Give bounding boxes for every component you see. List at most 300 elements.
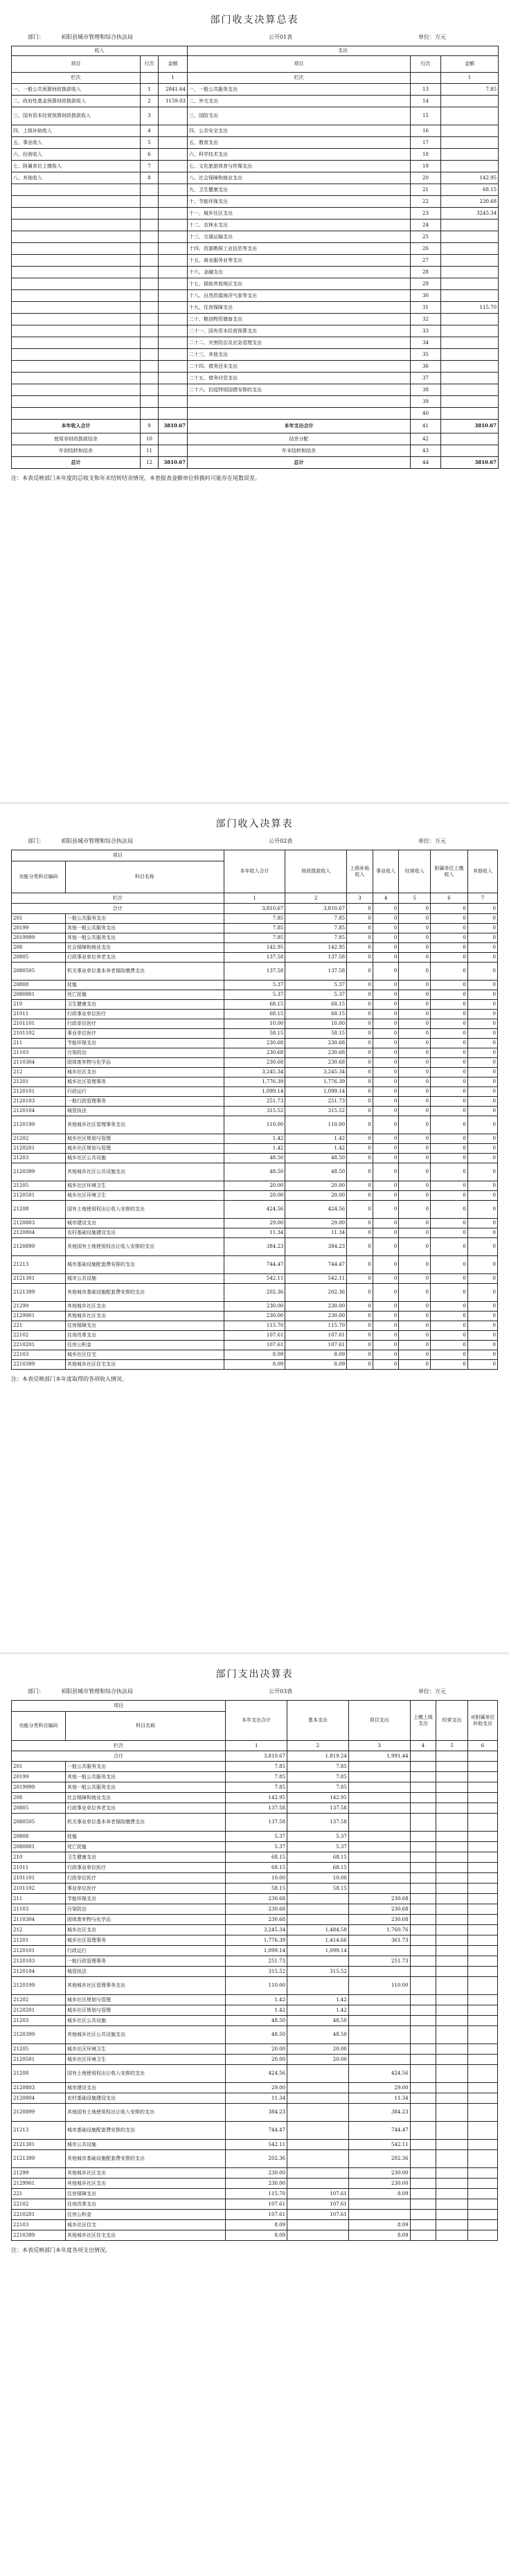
code-cell: 2120103 — [12, 1097, 66, 1107]
project-cell: 8.09 — [348, 2230, 410, 2241]
zero-cell: 0 — [347, 1256, 373, 1274]
zero-cell: 0 — [467, 1360, 497, 1370]
empty-cell — [467, 1967, 497, 1977]
code-cell: 212 — [12, 1068, 66, 1077]
basic-cell — [287, 2168, 349, 2179]
table-row — [12, 278, 499, 290]
table-row — [12, 1782, 498, 1793]
name-cell: 污染防治 — [66, 1048, 224, 1058]
total-cell: 3,245.34 — [226, 1925, 287, 1935]
zero-cell: 0 — [399, 1068, 431, 1077]
expense-line-cell: 28 — [411, 267, 441, 278]
sum-cell: 3,810.67 — [285, 904, 347, 914]
zero-cell: 0 — [431, 1000, 468, 1010]
table-row — [12, 1967, 498, 1977]
name-cell: 事业单位医疗 — [66, 1029, 224, 1039]
zero-cell: 0 — [399, 933, 431, 943]
zero-cell: 0 — [373, 981, 399, 990]
basic-cell — [287, 2104, 349, 2122]
expense-amount-cell — [441, 125, 499, 137]
zero-cell: 0 — [467, 1228, 497, 1238]
income-amount-total-cell — [159, 433, 188, 445]
basic-cell — [287, 2150, 349, 2168]
project-cell: 230.68 — [348, 1894, 410, 1904]
table-row — [12, 408, 499, 420]
expense-line-cell: 31 — [411, 302, 441, 314]
zero-cell: 0 — [373, 1312, 399, 1321]
name-cell: 社会保障和就业支出 — [66, 1793, 226, 1803]
table-row — [12, 1873, 498, 1884]
zero-cell: 0 — [399, 1163, 431, 1181]
code-cell: 2120201 — [12, 2005, 66, 2016]
total-cell: 20.00 — [226, 2044, 287, 2055]
table-row — [12, 1977, 498, 1995]
total-cell: 7.85 — [224, 924, 285, 933]
table-row — [12, 1904, 498, 1915]
code-cell: 21011 — [12, 1863, 66, 1873]
empty-cell — [467, 2140, 497, 2150]
code-cell: 21213 — [12, 2122, 66, 2140]
zero-cell: 0 — [467, 1154, 497, 1163]
empty-cell — [436, 2210, 468, 2220]
expense-line-cell: 33 — [411, 325, 441, 337]
name-cell: 农村基础设施建设支出 — [66, 1228, 224, 1238]
zero-cell: 0 — [467, 1274, 497, 1284]
table-row — [12, 396, 499, 408]
expense-item-cell: 十九、住房保障支出 — [188, 302, 411, 314]
expense-item-cell: 一、一般公共服务支出 — [188, 84, 411, 96]
zero-cell: 0 — [467, 990, 497, 1000]
total-cell: 48.50 — [224, 1154, 285, 1163]
zero-cell: 0 — [347, 943, 373, 953]
name-cell: 城乡社区住宅 — [66, 1350, 224, 1360]
empty-cell — [410, 1842, 436, 1852]
name-cell: 其他国有土地使用权出让收入安排的支出 — [66, 2104, 226, 2122]
table-row — [12, 1803, 498, 1814]
basic-cell — [287, 2140, 349, 2150]
code-cell: 2110304 — [12, 1058, 66, 1068]
project-cell: 11.34 — [348, 2093, 410, 2104]
total-cell: 230.68 — [226, 1915, 287, 1925]
income-amount-cell — [159, 220, 188, 231]
zero-cell: 0 — [347, 1029, 373, 1039]
total-cell: 68.15 — [226, 1863, 287, 1873]
basic-cell: 7.85 — [287, 1762, 349, 1772]
income-line-cell — [141, 349, 159, 361]
table-row — [12, 1181, 498, 1191]
expense-amount-cell — [441, 396, 499, 408]
income-line-cell — [141, 361, 159, 373]
basic-cell — [287, 2179, 349, 2189]
code-cell: 2121301 — [12, 2140, 66, 2150]
zero-cell: 0 — [467, 1181, 497, 1191]
expense-line-cell: 32 — [411, 314, 441, 325]
project-cell: 744.47 — [348, 2122, 410, 2140]
table-row — [12, 1048, 498, 1058]
zero-cell: 0 — [431, 981, 468, 990]
table-row — [12, 953, 498, 963]
table-row — [12, 314, 499, 325]
zero-cell: 0 — [431, 953, 468, 963]
expense-line-cell: 19 — [411, 161, 441, 172]
zero-cell: 0 — [399, 1077, 431, 1087]
name-cell: 城市基础设施配套费安排的支出 — [66, 1256, 224, 1274]
sum-cell: 3,810.67 — [226, 1751, 287, 1762]
code-cell: 21201 — [12, 1077, 66, 1087]
fiscal-cell: 3,245.34 — [285, 1068, 347, 1077]
name-cell: 固体废弃物与化学品 — [66, 1915, 226, 1925]
zero-cell: 0 — [373, 963, 399, 981]
income-item-total-cell: 年初结转和结余 — [12, 445, 141, 457]
project-cell — [348, 1772, 410, 1782]
total-cell: 29.00 — [224, 1219, 285, 1228]
zero-cell: 0 — [431, 1019, 468, 1029]
fiscal-cell: 230.68 — [285, 1048, 347, 1058]
empty-cell — [436, 2179, 468, 2189]
empty-cell — [436, 2189, 468, 2199]
zero-cell: 0 — [347, 1331, 373, 1341]
name-cell: 其他城市基础设施配套费安排的支出 — [66, 1284, 224, 1302]
empty-cell — [467, 1814, 497, 1832]
summary-note: 注：本表反映部门本年度的总收支和年末结转结余情况。本套报表金额单位转换时可能存在尾数误差。 — [11, 475, 260, 481]
empty-cell — [410, 1772, 436, 1782]
zero-cell: 0 — [431, 1048, 468, 1058]
empty-cell — [410, 1904, 436, 1915]
total-cell: 3,245.34 — [224, 1068, 285, 1077]
expense-item-cell: 十八、自然资源海洋气象等支出 — [188, 290, 411, 302]
income-item-cell — [12, 231, 141, 243]
income-line-cell — [141, 208, 159, 220]
zero-cell: 0 — [373, 1048, 399, 1058]
name-cell: 城乡社区规划与管理 — [66, 1144, 224, 1154]
total-cell: 1.42 — [226, 1995, 287, 2005]
empty-cell — [467, 2104, 497, 2122]
zero-cell: 0 — [431, 1312, 468, 1321]
fiscal-cell: 137.58 — [285, 963, 347, 981]
total-cell: 29.00 — [226, 2083, 287, 2093]
table-row — [12, 1010, 498, 1019]
table-row — [12, 184, 499, 196]
summary-page — [0, 0, 509, 802]
income-item-cell — [12, 325, 141, 337]
total-cell: 110.00 — [226, 1977, 287, 1995]
zero-cell: 0 — [467, 1163, 497, 1181]
zero-cell: 0 — [347, 1360, 373, 1370]
income-amount-cell — [159, 314, 188, 325]
name-cell: 固体废弃物与化学品 — [66, 1058, 224, 1068]
name-cell: 事业单位医疗 — [66, 1884, 226, 1894]
name-cell: 其他一般公共服务支出 — [66, 933, 224, 943]
empty-cell — [467, 2230, 497, 2241]
expense-amount-cell — [441, 107, 499, 125]
sum-cell: 0 — [347, 904, 373, 914]
zero-cell: 0 — [399, 1116, 431, 1134]
name-cell: 行政运行 — [66, 1946, 226, 1956]
zero-cell: 0 — [347, 1154, 373, 1163]
code-cell: 2120199 — [12, 1116, 66, 1134]
zero-cell: 0 — [467, 1238, 497, 1256]
empty-cell — [467, 2199, 497, 2210]
zero-cell: 0 — [373, 1284, 399, 1302]
zero-cell: 0 — [373, 953, 399, 963]
income-line-cell — [141, 231, 159, 243]
zero-cell: 0 — [431, 1284, 468, 1302]
name-cell: 一般公共服务支出 — [66, 1762, 226, 1772]
zero-cell: 0 — [467, 1284, 497, 1302]
zero-cell: 0 — [431, 1087, 468, 1097]
zero-cell: 0 — [431, 1350, 468, 1360]
code-cell: 212 — [12, 1925, 66, 1935]
income-amount-cell — [159, 278, 188, 290]
name-cell: 行政事业单位养老支出 — [66, 1803, 226, 1814]
expense-item-cell: 二十六、抗疫特别国债安排的支出 — [188, 384, 411, 396]
total-cell: 230.00 — [226, 2168, 287, 2179]
name-cell: 卫生健康支出 — [66, 1852, 226, 1863]
total-cell: 11.34 — [224, 1228, 285, 1238]
sum-cell — [467, 1751, 497, 1762]
zero-cell: 0 — [373, 1039, 399, 1048]
fiscal-cell: 230.68 — [285, 1039, 347, 1048]
zero-cell: 0 — [467, 1058, 497, 1068]
table-row — [12, 2220, 498, 2230]
zero-cell: 0 — [399, 1144, 431, 1154]
table-row — [12, 208, 499, 220]
code-cell: 2210201 — [12, 2210, 66, 2220]
income-item-cell: 二、政府性基金预算财政拨款收入 — [12, 96, 141, 107]
income-line-cell — [141, 184, 159, 196]
code-cell: 2101102 — [12, 1884, 66, 1894]
name-cell: 城乡社区规划与管理 — [66, 1134, 224, 1144]
fiscal-cell: 384.23 — [285, 1238, 347, 1256]
summary-table — [11, 46, 499, 469]
income-item-cell: 三、国有资本经营预算财政拨款收入 — [12, 107, 141, 125]
empty-cell — [410, 1935, 436, 1946]
name-cell: 城乡社区公共设施 — [66, 2016, 226, 2026]
zero-cell: 0 — [399, 1238, 431, 1256]
col-number: 6 — [431, 893, 468, 904]
expense-line-cell: 24 — [411, 220, 441, 231]
empty-cell — [410, 2122, 436, 2140]
income-amount-cell — [159, 231, 188, 243]
sum-cell: 0 — [399, 904, 431, 914]
table-row — [12, 2026, 498, 2044]
table-row — [12, 2016, 498, 2026]
income-line-cell — [141, 396, 159, 408]
basic-cell: 315.52 — [287, 1967, 349, 1977]
empty-cell — [467, 1793, 497, 1803]
empty-cell — [467, 1873, 497, 1884]
total-cell: 542.11 — [224, 1274, 285, 1284]
total-cell: 115.70 — [226, 2189, 287, 2199]
table-row — [12, 1191, 498, 1201]
expense-item-cell: 十、节能环保支出 — [188, 196, 411, 208]
total-cell: 11.34 — [226, 2093, 287, 2104]
zero-cell: 0 — [467, 1341, 497, 1350]
fiscal-cell: 230.00 — [285, 1312, 347, 1321]
expense-item-cell: 三、国防支出 — [188, 107, 411, 125]
table-row — [12, 1915, 498, 1925]
code-cell: 20808 — [12, 1832, 66, 1842]
total-cell: 744.47 — [226, 2122, 287, 2140]
empty-cell — [436, 1956, 468, 1967]
code-cell: 2210201 — [12, 1341, 66, 1350]
expense-item-cell: 二十一、国有资本经营预算支出 — [188, 325, 411, 337]
code-cell: 221 — [12, 1321, 66, 1331]
empty-cell — [410, 2220, 436, 2230]
zero-cell: 0 — [431, 1274, 468, 1284]
zero-cell: 0 — [373, 990, 399, 1000]
expense-item-cell: 七、文化旅游体育与传媒支出 — [188, 161, 411, 172]
name-cell: 行政事业单位医疗 — [66, 1863, 226, 1873]
basic-cell: 68.15 — [287, 1863, 349, 1873]
name-cell: 城市建设支出 — [66, 2083, 226, 2093]
table-row — [12, 125, 499, 137]
zero-cell: 0 — [431, 1341, 468, 1350]
zero-cell: 0 — [373, 1181, 399, 1191]
income-amount-cell — [159, 184, 188, 196]
zero-cell: 0 — [347, 1312, 373, 1321]
zero-cell: 0 — [467, 1312, 497, 1321]
income-item-cell — [12, 255, 141, 267]
fiscal-cell: 1.42 — [285, 1144, 347, 1154]
table-row — [12, 361, 499, 373]
zero-cell: 0 — [373, 924, 399, 933]
expense-line-cell: 26 — [411, 243, 441, 255]
name-cell: 农村基础设施建设支出 — [66, 2093, 226, 2104]
empty-cell — [467, 2122, 497, 2140]
total-cell: 424.56 — [224, 1201, 285, 1219]
expense-code: 公开03表 — [269, 1688, 293, 1694]
total-cell: 8.09 — [226, 2220, 287, 2230]
expense-line-cell: 13 — [411, 84, 441, 96]
income-item-cell: 一、一般公共预算财政拨款收入 — [12, 84, 141, 96]
zero-cell: 0 — [399, 1000, 431, 1010]
empty-cell — [467, 1925, 497, 1935]
table-row — [12, 1852, 498, 1863]
empty-cell — [436, 1995, 468, 2005]
income-line-cell — [141, 220, 159, 231]
table-row — [12, 1863, 498, 1873]
expense-amount-cell — [441, 384, 499, 396]
table-row — [12, 933, 498, 943]
zero-cell: 0 — [467, 1039, 497, 1048]
code-cell: 2121301 — [12, 1274, 66, 1284]
zero-cell: 0 — [467, 924, 497, 933]
income-line-cell — [141, 384, 159, 396]
basic-cell: 5.37 — [287, 1842, 349, 1852]
empty-cell — [436, 2199, 468, 2210]
empty-cell — [436, 1935, 468, 1946]
zero-cell: 0 — [467, 1321, 497, 1331]
zero-cell: 0 — [399, 963, 431, 981]
income-line-cell: 6 — [141, 149, 159, 161]
project-cell — [348, 2055, 410, 2065]
income-amount-cell: 1159.03 — [159, 96, 188, 107]
zero-cell: 0 — [467, 1302, 497, 1312]
zero-cell: 0 — [431, 1134, 468, 1144]
table-row — [12, 1154, 498, 1163]
basic-cell — [287, 1894, 349, 1904]
income-line-cell: 2 — [141, 96, 159, 107]
name-cell: 一般行政管理事务 — [66, 1097, 224, 1107]
zero-cell: 0 — [373, 1154, 399, 1163]
project-cell — [348, 1946, 410, 1956]
zero-cell: 0 — [347, 953, 373, 963]
expense-line-cell: 25 — [411, 231, 441, 243]
zero-cell: 0 — [431, 1029, 468, 1039]
code-cell: 2101101 — [12, 1019, 66, 1029]
table-row — [12, 2122, 498, 2140]
col-number: 3 — [347, 893, 373, 904]
expense-line-cell: 17 — [411, 137, 441, 149]
basic-cell — [287, 2220, 349, 2230]
zero-cell: 0 — [467, 1144, 497, 1154]
zero-cell: 0 — [399, 1331, 431, 1341]
income-amount-total-cell: 3810.67 — [159, 457, 188, 469]
summary-code: 公开01表 — [269, 34, 293, 40]
table-row — [12, 2044, 498, 2055]
zero-cell: 0 — [467, 1331, 497, 1341]
basic-cell: 5.37 — [287, 1832, 349, 1842]
project-cell: 542.11 — [348, 2140, 410, 2150]
income-amount-cell — [159, 290, 188, 302]
empty-cell — [410, 1803, 436, 1814]
zero-cell: 0 — [431, 1181, 468, 1191]
expense-amount-cell — [441, 278, 499, 290]
code-cell: 2210399 — [12, 1360, 66, 1370]
table-row — [12, 981, 498, 990]
total-row — [12, 445, 499, 457]
zero-cell: 0 — [347, 924, 373, 933]
col-number: 4 — [410, 1741, 436, 1751]
basic-cell: 137.58 — [287, 1814, 349, 1832]
expense-code-header: 功能分类科目编码 — [12, 1712, 66, 1741]
total-cell: 10.00 — [224, 1019, 285, 1029]
code-cell: 22103 — [12, 1350, 66, 1360]
column-number-row — [12, 893, 498, 904]
fiscal-cell: 230.68 — [285, 1058, 347, 1068]
fiscal-cell: 744.47 — [285, 1256, 347, 1274]
fiscal-cell: 68.15 — [285, 1010, 347, 1019]
zero-cell: 0 — [467, 1350, 497, 1360]
empty-cell — [436, 1863, 468, 1873]
total-cell: 424.56 — [226, 2065, 287, 2083]
expense-amount-total-cell — [441, 445, 499, 457]
zero-cell: 0 — [399, 1097, 431, 1107]
income-item-cell — [12, 314, 141, 325]
zero-cell: 0 — [347, 1010, 373, 1019]
name-cell: 城市公共设施 — [66, 2140, 226, 2150]
sum-row — [12, 1751, 498, 1762]
income-item-header: 项目 — [12, 850, 224, 861]
empty-cell — [436, 2104, 468, 2122]
empty-cell — [436, 2168, 468, 2179]
zero-cell: 0 — [399, 1274, 431, 1284]
col-number: 1 — [441, 73, 499, 84]
table-row — [12, 267, 499, 278]
income-amount-cell — [159, 255, 188, 267]
table-row — [12, 2055, 498, 2065]
zero-cell: 0 — [373, 1219, 399, 1228]
basic-cell: 68.15 — [287, 1852, 349, 1863]
zero-cell: 0 — [347, 933, 373, 943]
fiscal-cell: 107.61 — [285, 1331, 347, 1341]
empty-cell — [410, 2055, 436, 2065]
expense-item-total-cell: 本年支出合计 — [188, 420, 411, 433]
empty-cell — [467, 2065, 497, 2083]
zero-cell: 0 — [373, 933, 399, 943]
project-cell: 8.09 — [348, 2189, 410, 2199]
